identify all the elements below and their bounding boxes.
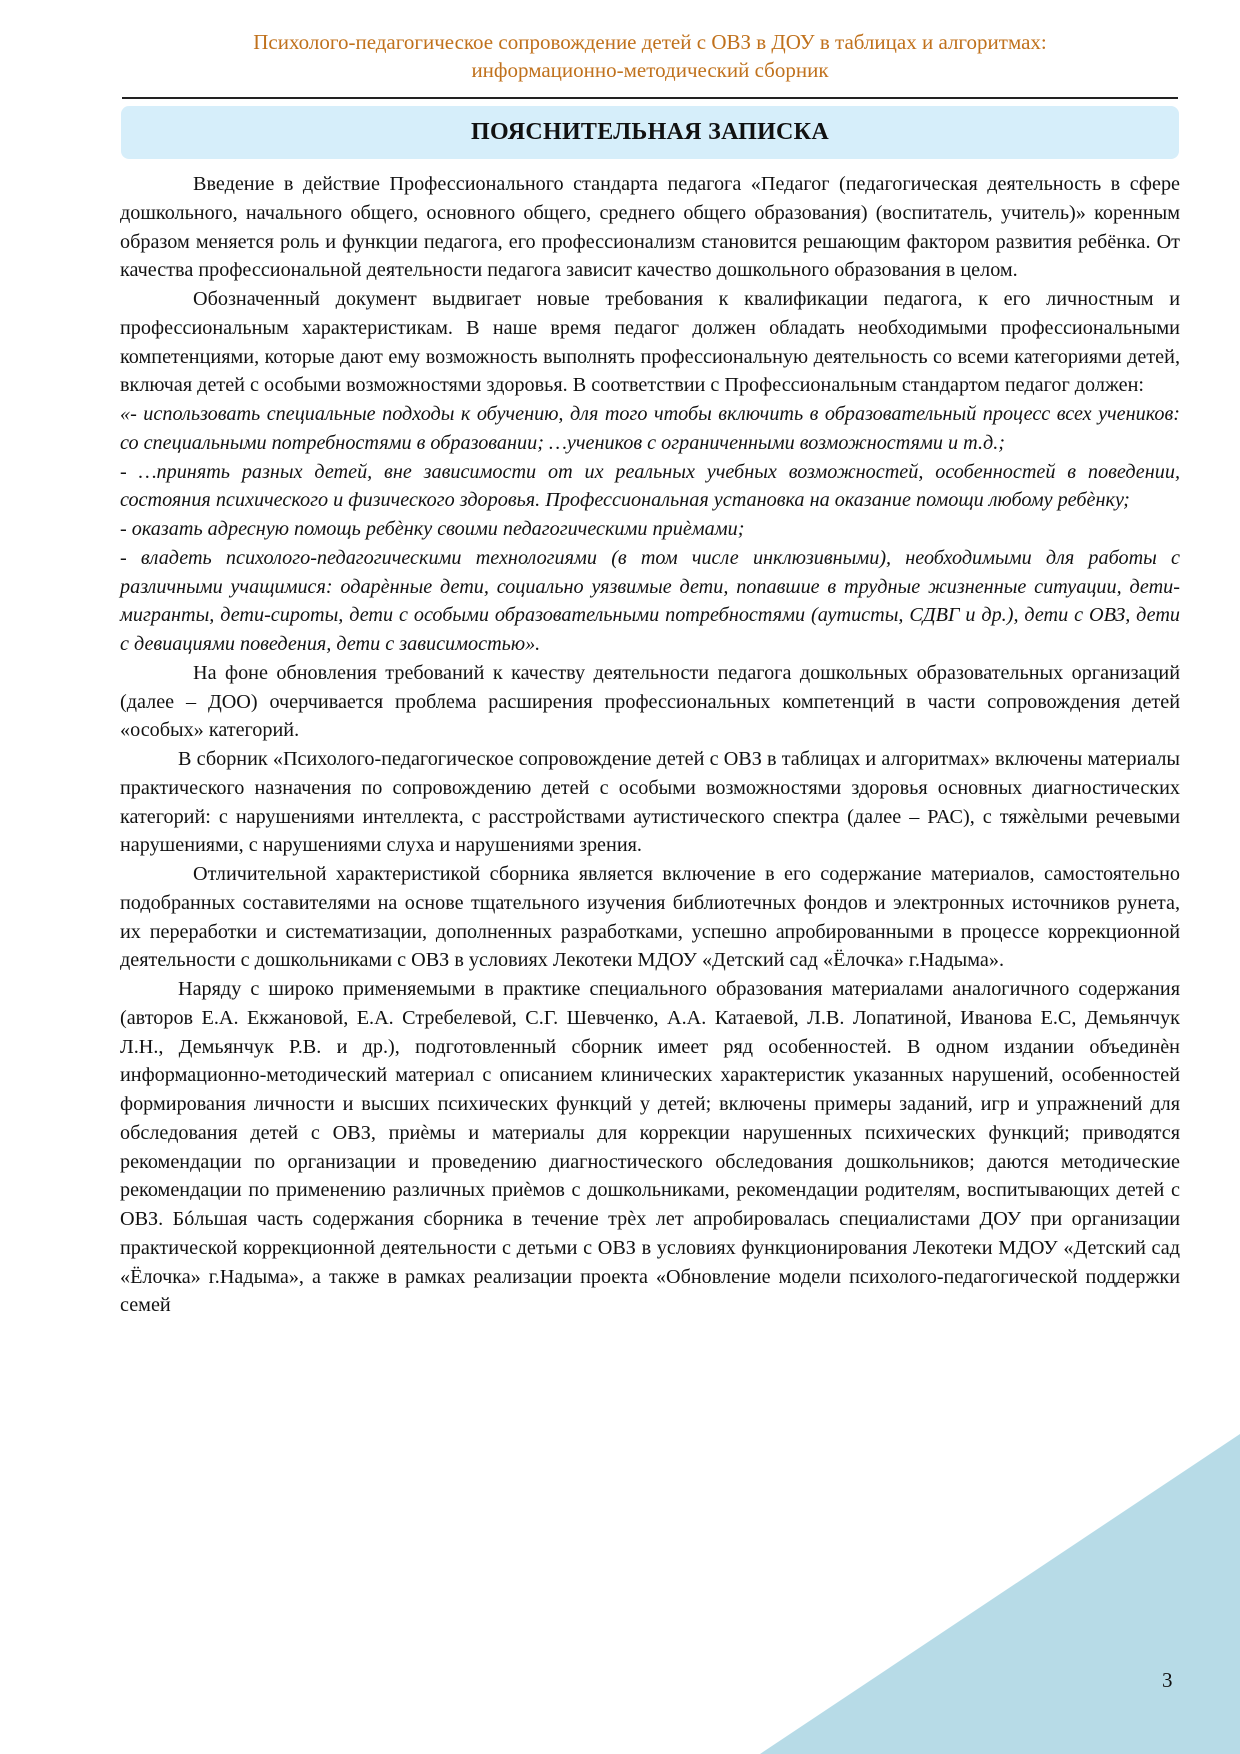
paragraph: Наряду с широко применяемыми в практике специального образования материалами аналогичного содержания (авторов Е.А. Екжановой, Е.А. Стребелевой, С.Г. Шевченко, А.А. Катаевой, Л.В. Лопатиной, Иванова Е.С, Демьянчук Л.Н., Демьянчук Р.В. и др.), подготовленный сборник имеет ряд особенностей. В одном издании объединѐн информационно-методический материал с описанием клинических характеристик указанных нарушений, особенностей формирования личности и высших психических функций у детей; включены примеры заданий, игр и упражнений для обследования детей с ОВЗ, приѐмы и материалы для коррекции нарушенных психических функций; приводятся рекомендации по организации и проведению диагностического обследования дошкольников; даются методические рекомендации по применению различных приѐмов с дошкольниками, рекомендации родителям, воспитывающих детей с ОВЗ. Бóльшая часть содержания сборника в течение трѐх лет апробировалась специалистами ДОУ при организации практической коррекционной деятельности с детьми с ОВЗ в условиях функционирования Лекотеки МДОУ «Детский сад «Ёлочка» г.Надыма», а также в рамках реализации проекта «Обновление модели психолого-педагогической поддержки семей — [120, 978, 1180, 1317]
quote-paragraph: - оказать адресную помощь ребѐнку своими педагогическими приѐмами; — [120, 518, 745, 540]
page-number: 3 — [1162, 1668, 1173, 1692]
corner-decoration — [760, 1434, 1240, 1754]
section-title: ПОЯСНИТЕЛЬНАЯ ЗАПИСКА — [470, 119, 830, 145]
paragraph: Отличительной характеристикой сборника является включение в его содержание материалов, самостоятельно подобранных составителями на основе тщательного изучения библиотечных фондов и электронных источников рунета, их переработки и систематизации, дополненных разработками, успешно апробированными в процессе коррекционной деятельности с дошкольниками с ОВЗ в условиях Лекотеки МДОУ «Детский сад «Ёлочка» г.Надыма». — [120, 863, 1180, 972]
running-header-line2: информационно-методический сборник — [471, 58, 829, 82]
body-text — [120, 170, 1180, 1320]
quote-paragraph: - …принять разных детей, вне зависимости от их реальных учебных возможностей, особенностей в поведении, состояния психического и физического здоровья. Профессиональная установка на оказание помощи любому ребѐнку; — [120, 460, 1180, 512]
section-title-box — [121, 106, 1179, 159]
paragraph: На фоне обновления требований к качеству деятельности педагога дошкольных образовательных организаций (далее – ДОО) очерчивается проблема расширения профессиональных компетенций в части сопровождения детей «особых» категорий. — [120, 661, 1180, 742]
paragraph: Обозначенный документ выдвигает новые требования к квалификации педагога, к его личностным и профессиональным характеристикам. В наше время педагог должен обладать необходимыми профессиональными компетенциями, которые дают ему возможность выполнять профессиональную деятельность со всеми категориями детей, включая детей с особыми возможностями здоровья. В соответствии с Профессиональным стандартом педагог должен: — [120, 288, 1180, 397]
quote-paragraph: - владеть психолого-педагогическими технологиями (в том числе инклюзивными), необходимыми для работы с различными учащимися: одарѐнные дети, социально уязвимые дети, попавшие в трудные жизненные ситуации, дети-мигранты, дети-сироты, дети с особыми образовательными потребностями (аутисты, СДВГ и др.), дети с ОВЗ, дети с девиациями поведения, дети с зависимостью». — [120, 546, 1180, 655]
running-header-line1: Психолого-педагогическое сопровождение детей с ОВЗ в ДОУ в таблицах и алгоритмах: — [253, 30, 1047, 54]
header-divider — [122, 97, 1178, 99]
running-header — [120, 28, 1180, 84]
paragraph: В сборник «Психолого-педагогическое сопровождение детей с ОВЗ в таблицах и алгоритмах» включены материалы практического назначения по сопровождению детей с особыми возможностями здоровья основных диагностических категорий: с нарушениями интеллекта, с расстройствами аутистического спектра (далее – РАС), с тяжѐлыми речевыми нарушениями, с нарушениями слуха и нарушениями зрения. — [120, 748, 1180, 857]
paragraph: Введение в действие Профессионального стандарта педагога «Педагог (педагогическая деятельность в сфере дошкольного, начального общего, основного общего, среднего общего образования) (воспитатель, учитель)» коренным образом меняется роль и функции педагога, его профессионализм становится решающим фактором развития ребёнка. От качества профессиональной деятельности педагога зависит качество дошкольного образования в целом. — [120, 173, 1180, 282]
quote-paragraph: «- использовать специальные подходы к обучению, для того чтобы включить в образовательный процесс всех учеников: со специальными потребностями в образовании; …учеников с ограниченными возможностями и т.д.; — [120, 403, 1180, 454]
